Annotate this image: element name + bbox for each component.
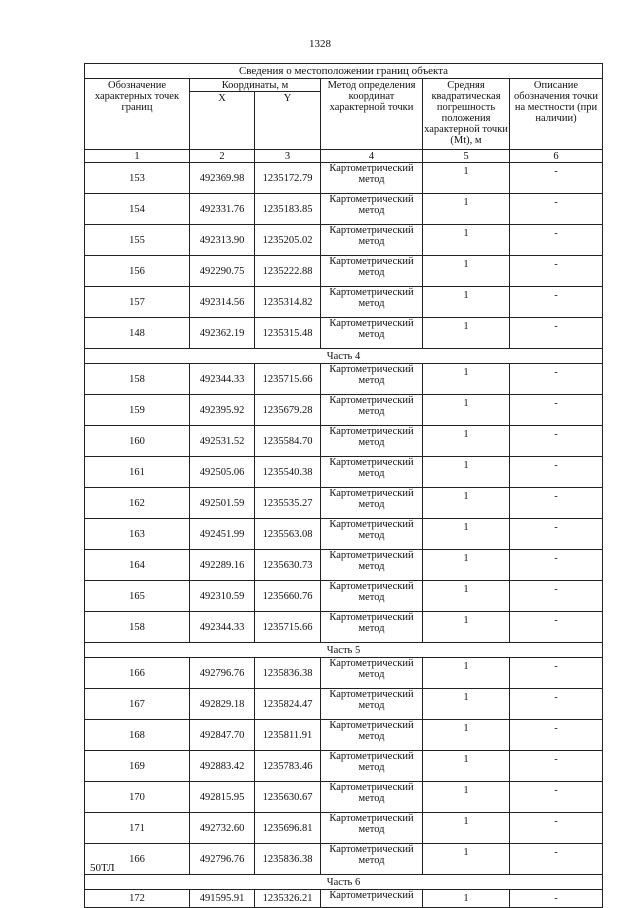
section-label: Часть 5	[85, 643, 603, 658]
point-cell: 165	[85, 581, 190, 612]
y-cell: 1235630.67	[255, 782, 321, 813]
description-cell: -	[510, 318, 603, 349]
y-cell: 1235535.27	[255, 488, 321, 519]
accuracy-cell: 1	[423, 256, 510, 287]
y-cell: 1235715.66	[255, 612, 321, 643]
section-label: Часть 6	[85, 875, 603, 890]
accuracy-cell: 1	[423, 457, 510, 488]
description-cell: -	[510, 256, 603, 287]
point-cell: 169	[85, 751, 190, 782]
point-cell: 162	[85, 488, 190, 519]
method-cell: Картометрический метод	[321, 844, 423, 875]
x-cell: 492501.59	[190, 488, 255, 519]
y-cell: 1235172.79	[255, 163, 321, 194]
description-cell: -	[510, 658, 603, 689]
method-cell: Картометрический	[321, 890, 423, 908]
table-row	[85, 720, 603, 751]
point-cell: 157	[85, 287, 190, 318]
description-cell: -	[510, 364, 603, 395]
table-row	[85, 751, 603, 782]
boundary-table-container	[84, 63, 602, 908]
table-row	[85, 256, 603, 287]
x-cell: 492310.59	[190, 581, 255, 612]
column-number: 3	[255, 150, 321, 163]
accuracy-cell: 1	[423, 318, 510, 349]
method-cell: Картометрический метод	[321, 225, 423, 256]
point-cell: 164	[85, 550, 190, 581]
y-cell: 1235314.82	[255, 287, 321, 318]
description-cell: -	[510, 519, 603, 550]
x-cell: 492796.76	[190, 844, 255, 875]
x-cell: 492531.52	[190, 426, 255, 457]
accuracy-cell: 1	[423, 612, 510, 643]
y-cell: 1235660.76	[255, 581, 321, 612]
x-cell: 492314.56	[190, 287, 255, 318]
y-cell: 1235783.46	[255, 751, 321, 782]
method-cell: Картометрический метод	[321, 720, 423, 751]
point-cell: 156	[85, 256, 190, 287]
table-body	[85, 163, 603, 908]
method-cell: Картометрический метод	[321, 581, 423, 612]
y-cell: 1235679.28	[255, 395, 321, 426]
x-cell: 491595.91	[190, 890, 255, 908]
table-row	[85, 689, 603, 720]
accuracy-cell: 1	[423, 689, 510, 720]
description-cell: -	[510, 813, 603, 844]
method-cell: Картометрический метод	[321, 364, 423, 395]
section-label: Часть 4	[85, 349, 603, 364]
x-cell: 492344.33	[190, 612, 255, 643]
table-row	[85, 457, 603, 488]
description-cell: -	[510, 612, 603, 643]
description-cell: -	[510, 426, 603, 457]
point-cell: 153	[85, 163, 190, 194]
table-row	[85, 287, 603, 318]
table-row	[85, 813, 603, 844]
y-cell: 1235811.91	[255, 720, 321, 751]
y-cell: 1235540.38	[255, 457, 321, 488]
y-cell: 1235715.66	[255, 364, 321, 395]
description-cell: -	[510, 751, 603, 782]
table-row	[85, 519, 603, 550]
method-cell: Картометрический метод	[321, 194, 423, 225]
accuracy-cell: 1	[423, 844, 510, 875]
table-row	[85, 163, 603, 194]
point-cell: 160	[85, 426, 190, 457]
table-row	[85, 426, 603, 457]
method-cell: Картометрический метод	[321, 426, 423, 457]
table-row	[85, 550, 603, 581]
y-cell: 1235824.47	[255, 689, 321, 720]
accuracy-cell: 1	[423, 813, 510, 844]
table-row	[85, 318, 603, 349]
point-cell: 167	[85, 689, 190, 720]
accuracy-cell: 1	[423, 163, 510, 194]
description-cell: -	[510, 194, 603, 225]
description-cell: -	[510, 890, 603, 908]
accuracy-cell: 1	[423, 395, 510, 426]
accuracy-cell: 1	[423, 364, 510, 395]
method-cell: Картометрический метод	[321, 318, 423, 349]
method-cell: Картометрический метод	[321, 612, 423, 643]
y-cell: 1235222.88	[255, 256, 321, 287]
point-cell: 159	[85, 395, 190, 426]
header-method: Метод определения координат характерной точки	[321, 79, 423, 150]
method-cell: Картометрический метод	[321, 519, 423, 550]
table-row	[85, 782, 603, 813]
column-number-row	[85, 150, 603, 163]
column-number: 6	[510, 150, 603, 163]
accuracy-cell: 1	[423, 581, 510, 612]
x-cell: 492847.70	[190, 720, 255, 751]
header-point: Обозначение характерных точек границ	[85, 79, 190, 150]
header-accuracy: Средняя квадратическая погрешность положения характерной точки (Mt), м	[423, 79, 510, 150]
table-row	[85, 612, 603, 643]
footer-code: 50ТЛ	[90, 862, 115, 874]
y-cell: 1235205.02	[255, 225, 321, 256]
point-cell: 170	[85, 782, 190, 813]
x-cell: 492313.90	[190, 225, 255, 256]
method-cell: Картометрический метод	[321, 689, 423, 720]
accuracy-cell: 1	[423, 890, 510, 908]
x-cell: 492883.42	[190, 751, 255, 782]
method-cell: Картометрический метод	[321, 395, 423, 426]
point-cell: 161	[85, 457, 190, 488]
y-cell: 1235630.73	[255, 550, 321, 581]
table-row	[85, 194, 603, 225]
point-cell: 172	[85, 890, 190, 908]
y-cell: 1235584.70	[255, 426, 321, 457]
header-y: Y	[255, 92, 321, 150]
description-cell: -	[510, 488, 603, 519]
x-cell: 492290.75	[190, 256, 255, 287]
table-row	[85, 844, 603, 875]
accuracy-cell: 1	[423, 751, 510, 782]
method-cell: Картометрический метод	[321, 658, 423, 689]
table-row	[85, 488, 603, 519]
description-cell: -	[510, 163, 603, 194]
boundary-coordinates-table	[84, 63, 603, 908]
x-cell: 492451.99	[190, 519, 255, 550]
description-cell: -	[510, 287, 603, 318]
accuracy-cell: 1	[423, 720, 510, 751]
description-cell: -	[510, 457, 603, 488]
point-cell: 148	[85, 318, 190, 349]
point-cell: 163	[85, 519, 190, 550]
section-row	[85, 643, 603, 658]
point-cell: 155	[85, 225, 190, 256]
y-cell: 1235315.48	[255, 318, 321, 349]
method-cell: Картометрический метод	[321, 550, 423, 581]
x-cell: 492732.60	[190, 813, 255, 844]
accuracy-cell: 1	[423, 488, 510, 519]
y-cell: 1235836.38	[255, 844, 321, 875]
description-cell: -	[510, 720, 603, 751]
page-number: 1328	[309, 38, 331, 50]
table-row	[85, 364, 603, 395]
x-cell: 492829.18	[190, 689, 255, 720]
point-cell: 166	[85, 658, 190, 689]
accuracy-cell: 1	[423, 426, 510, 457]
accuracy-cell: 1	[423, 194, 510, 225]
method-cell: Картометрический метод	[321, 163, 423, 194]
point-cell: 154	[85, 194, 190, 225]
accuracy-cell: 1	[423, 287, 510, 318]
description-cell: -	[510, 581, 603, 612]
x-cell: 492796.76	[190, 658, 255, 689]
header-x: X	[190, 92, 255, 150]
description-cell: -	[510, 395, 603, 426]
table-row	[85, 395, 603, 426]
x-cell: 492362.19	[190, 318, 255, 349]
column-number: 4	[321, 150, 423, 163]
method-cell: Картометрический метод	[321, 488, 423, 519]
table-title: Сведения о местоположении границ объекта	[85, 64, 603, 79]
x-cell: 492505.06	[190, 457, 255, 488]
description-cell: -	[510, 689, 603, 720]
y-cell: 1235563.08	[255, 519, 321, 550]
method-cell: Картометрический метод	[321, 287, 423, 318]
method-cell: Картометрический метод	[321, 782, 423, 813]
description-cell: -	[510, 782, 603, 813]
table-row	[85, 581, 603, 612]
description-cell: -	[510, 844, 603, 875]
accuracy-cell: 1	[423, 550, 510, 581]
accuracy-cell: 1	[423, 225, 510, 256]
method-cell: Картометрический метод	[321, 256, 423, 287]
x-cell: 492815.95	[190, 782, 255, 813]
header-coordinates: Координаты, м	[190, 79, 321, 92]
section-row	[85, 349, 603, 364]
x-cell: 492289.16	[190, 550, 255, 581]
x-cell: 492344.33	[190, 364, 255, 395]
method-cell: Картометрический метод	[321, 751, 423, 782]
accuracy-cell: 1	[423, 782, 510, 813]
column-number: 2	[190, 150, 255, 163]
point-cell: 171	[85, 813, 190, 844]
y-cell: 1235836.38	[255, 658, 321, 689]
point-cell: 158	[85, 612, 190, 643]
description-cell: -	[510, 225, 603, 256]
y-cell: 1235183.85	[255, 194, 321, 225]
column-number: 1	[85, 150, 190, 163]
point-cell: 158	[85, 364, 190, 395]
y-cell: 1235696.81	[255, 813, 321, 844]
section-row	[85, 875, 603, 890]
point-cell: 168	[85, 720, 190, 751]
header-description: Описание обозначения точки на местности (при наличии)	[510, 79, 603, 150]
column-number: 5	[423, 150, 510, 163]
table-row	[85, 225, 603, 256]
table-row	[85, 658, 603, 689]
description-cell: -	[510, 550, 603, 581]
point-cell: 166	[85, 844, 190, 875]
accuracy-cell: 1	[423, 519, 510, 550]
accuracy-cell: 1	[423, 658, 510, 689]
x-cell: 492331.76	[190, 194, 255, 225]
x-cell: 492395.92	[190, 395, 255, 426]
method-cell: Картометрический метод	[321, 813, 423, 844]
method-cell: Картометрический метод	[321, 457, 423, 488]
x-cell: 492369.98	[190, 163, 255, 194]
y-cell: 1235326.21	[255, 890, 321, 908]
